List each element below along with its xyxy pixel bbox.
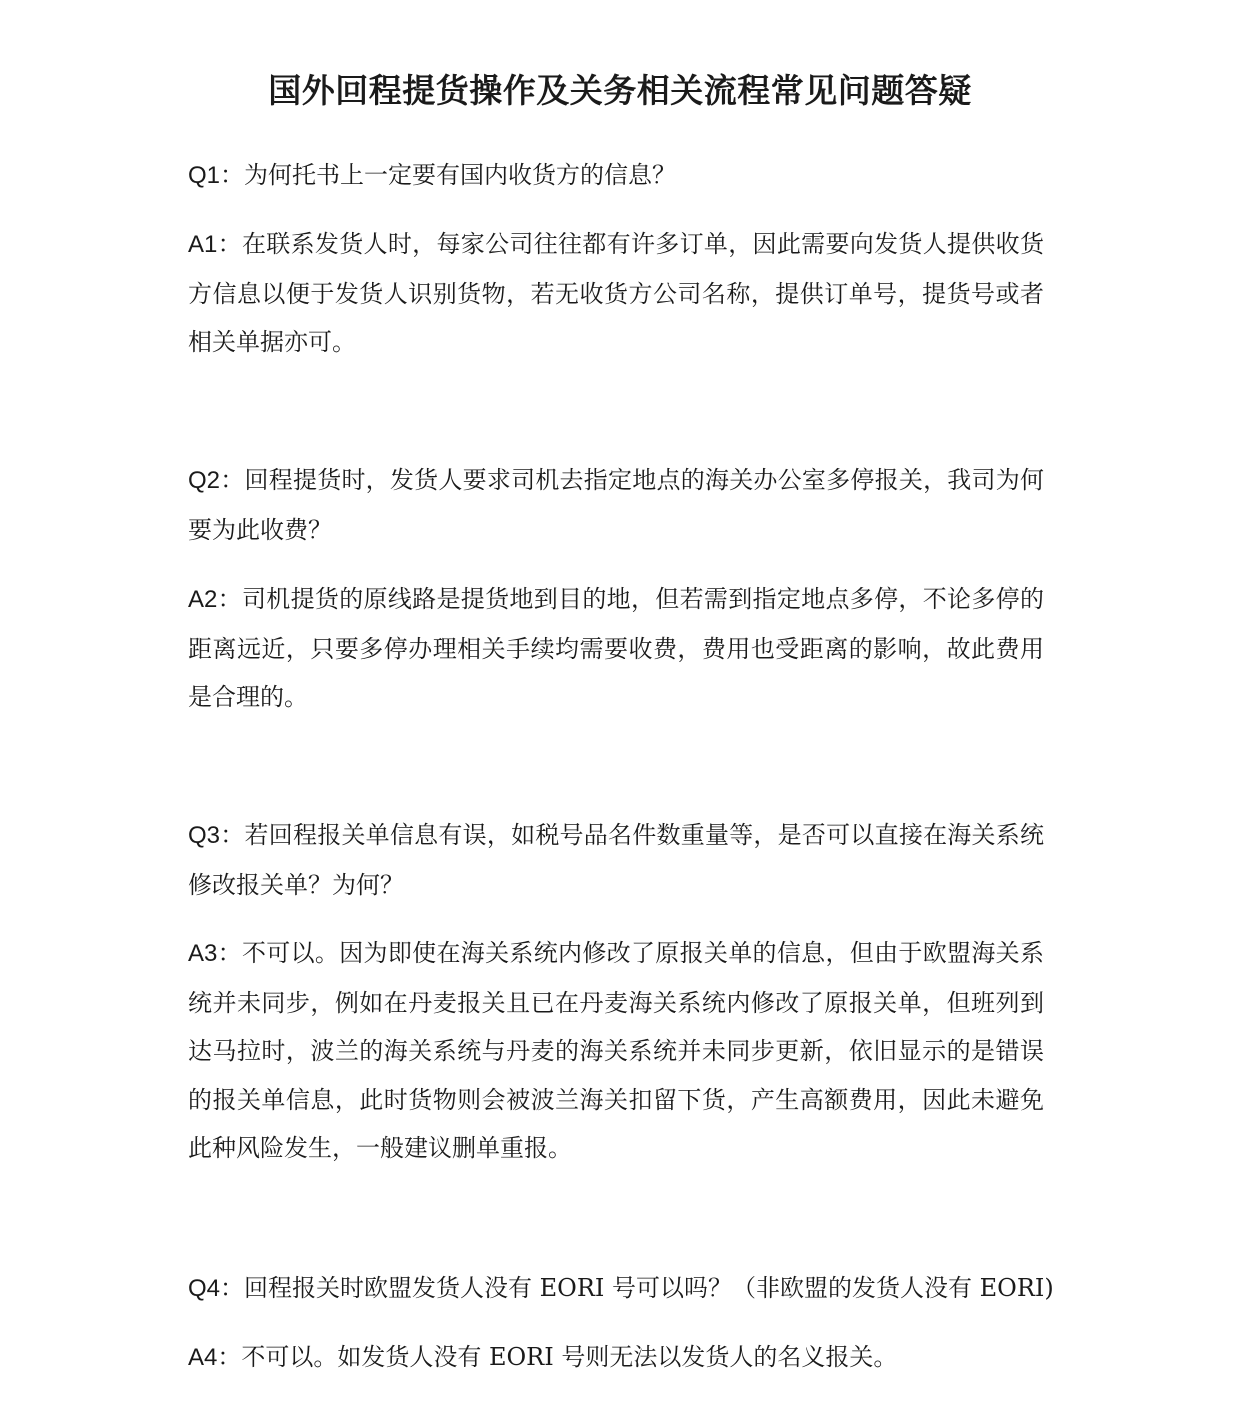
answer-3-label: A3： (188, 940, 242, 967)
question-4-text: 回程报关时欧盟发货人没有 EORI 号可以吗？（非欧盟的发货人没有 EORI) (244, 1274, 1054, 1302)
question-1-text: 为何托书上一定要有国内收货方的信息？ (244, 161, 677, 189)
question-3-text: 若回程报关单信息有误，如税号品名件数重量等，是否可以直接在海关系统修改报关单？为何？ (188, 821, 1045, 899)
question-2 (188, 456, 1044, 554)
answer-2 (188, 575, 1044, 722)
answer-3-text: 不可以。因为即使在海关系统内修改了原报关单的信息，但由于欧盟海关系统并未同步，例如在丹麦报关且已在丹麦海关系统内修改了原报关单，但班列到达马拉时，波兰的海关系统与丹麦的海关系统并未同步更新，依旧显示的是错误的报关单信息，此时货物则会被波兰海关扣留下货，产生高额费用，因此未避免此种风险发生，一般建议删单重报。 (188, 939, 1044, 1162)
answer-4-text: 不可以。如发货人没有 EORI 号则无法以发货人的名义报关。 (241, 1343, 898, 1371)
answer-4-label: A4： (188, 1344, 242, 1371)
question-2-text: 回程提货时，发货人要求司机去指定地点的海关办公室多停报关，我司为何要为此收费？ (188, 466, 1045, 544)
question-1 (188, 151, 1044, 201)
answer-4 (188, 1333, 1044, 1383)
question-3-label: Q3： (188, 822, 245, 849)
document-title: 国外回程提货操作及关务相关流程常见问题答疑 (268, 71, 972, 110)
question-3 (188, 811, 1044, 909)
answer-3 (188, 929, 1044, 1173)
answer-1-text: 在联系发货人时，每家公司往往都有许多订单，因此需要向发货人提供收货方信息以便于发货人识别货物，若无收货方公司名称，提供订单号，提货号或者相关单据亦可。 (188, 230, 1044, 356)
question-4-label: Q4： (188, 1275, 245, 1302)
answer-1 (188, 220, 1044, 367)
question-2-label: Q2： (188, 467, 245, 494)
question-4 (188, 1264, 1054, 1314)
question-1-label: Q1： (188, 162, 245, 189)
answer-2-label: A2： (188, 586, 242, 613)
answer-1-label: A1： (188, 231, 242, 258)
answer-2-text: 司机提货的原线路是提货地到目的地，但若需到指定地点多停，不论多停的距离远近，只要多停办理相关手续均需要收费，费用也受距离的影响，故此费用是合理的。 (188, 585, 1044, 711)
